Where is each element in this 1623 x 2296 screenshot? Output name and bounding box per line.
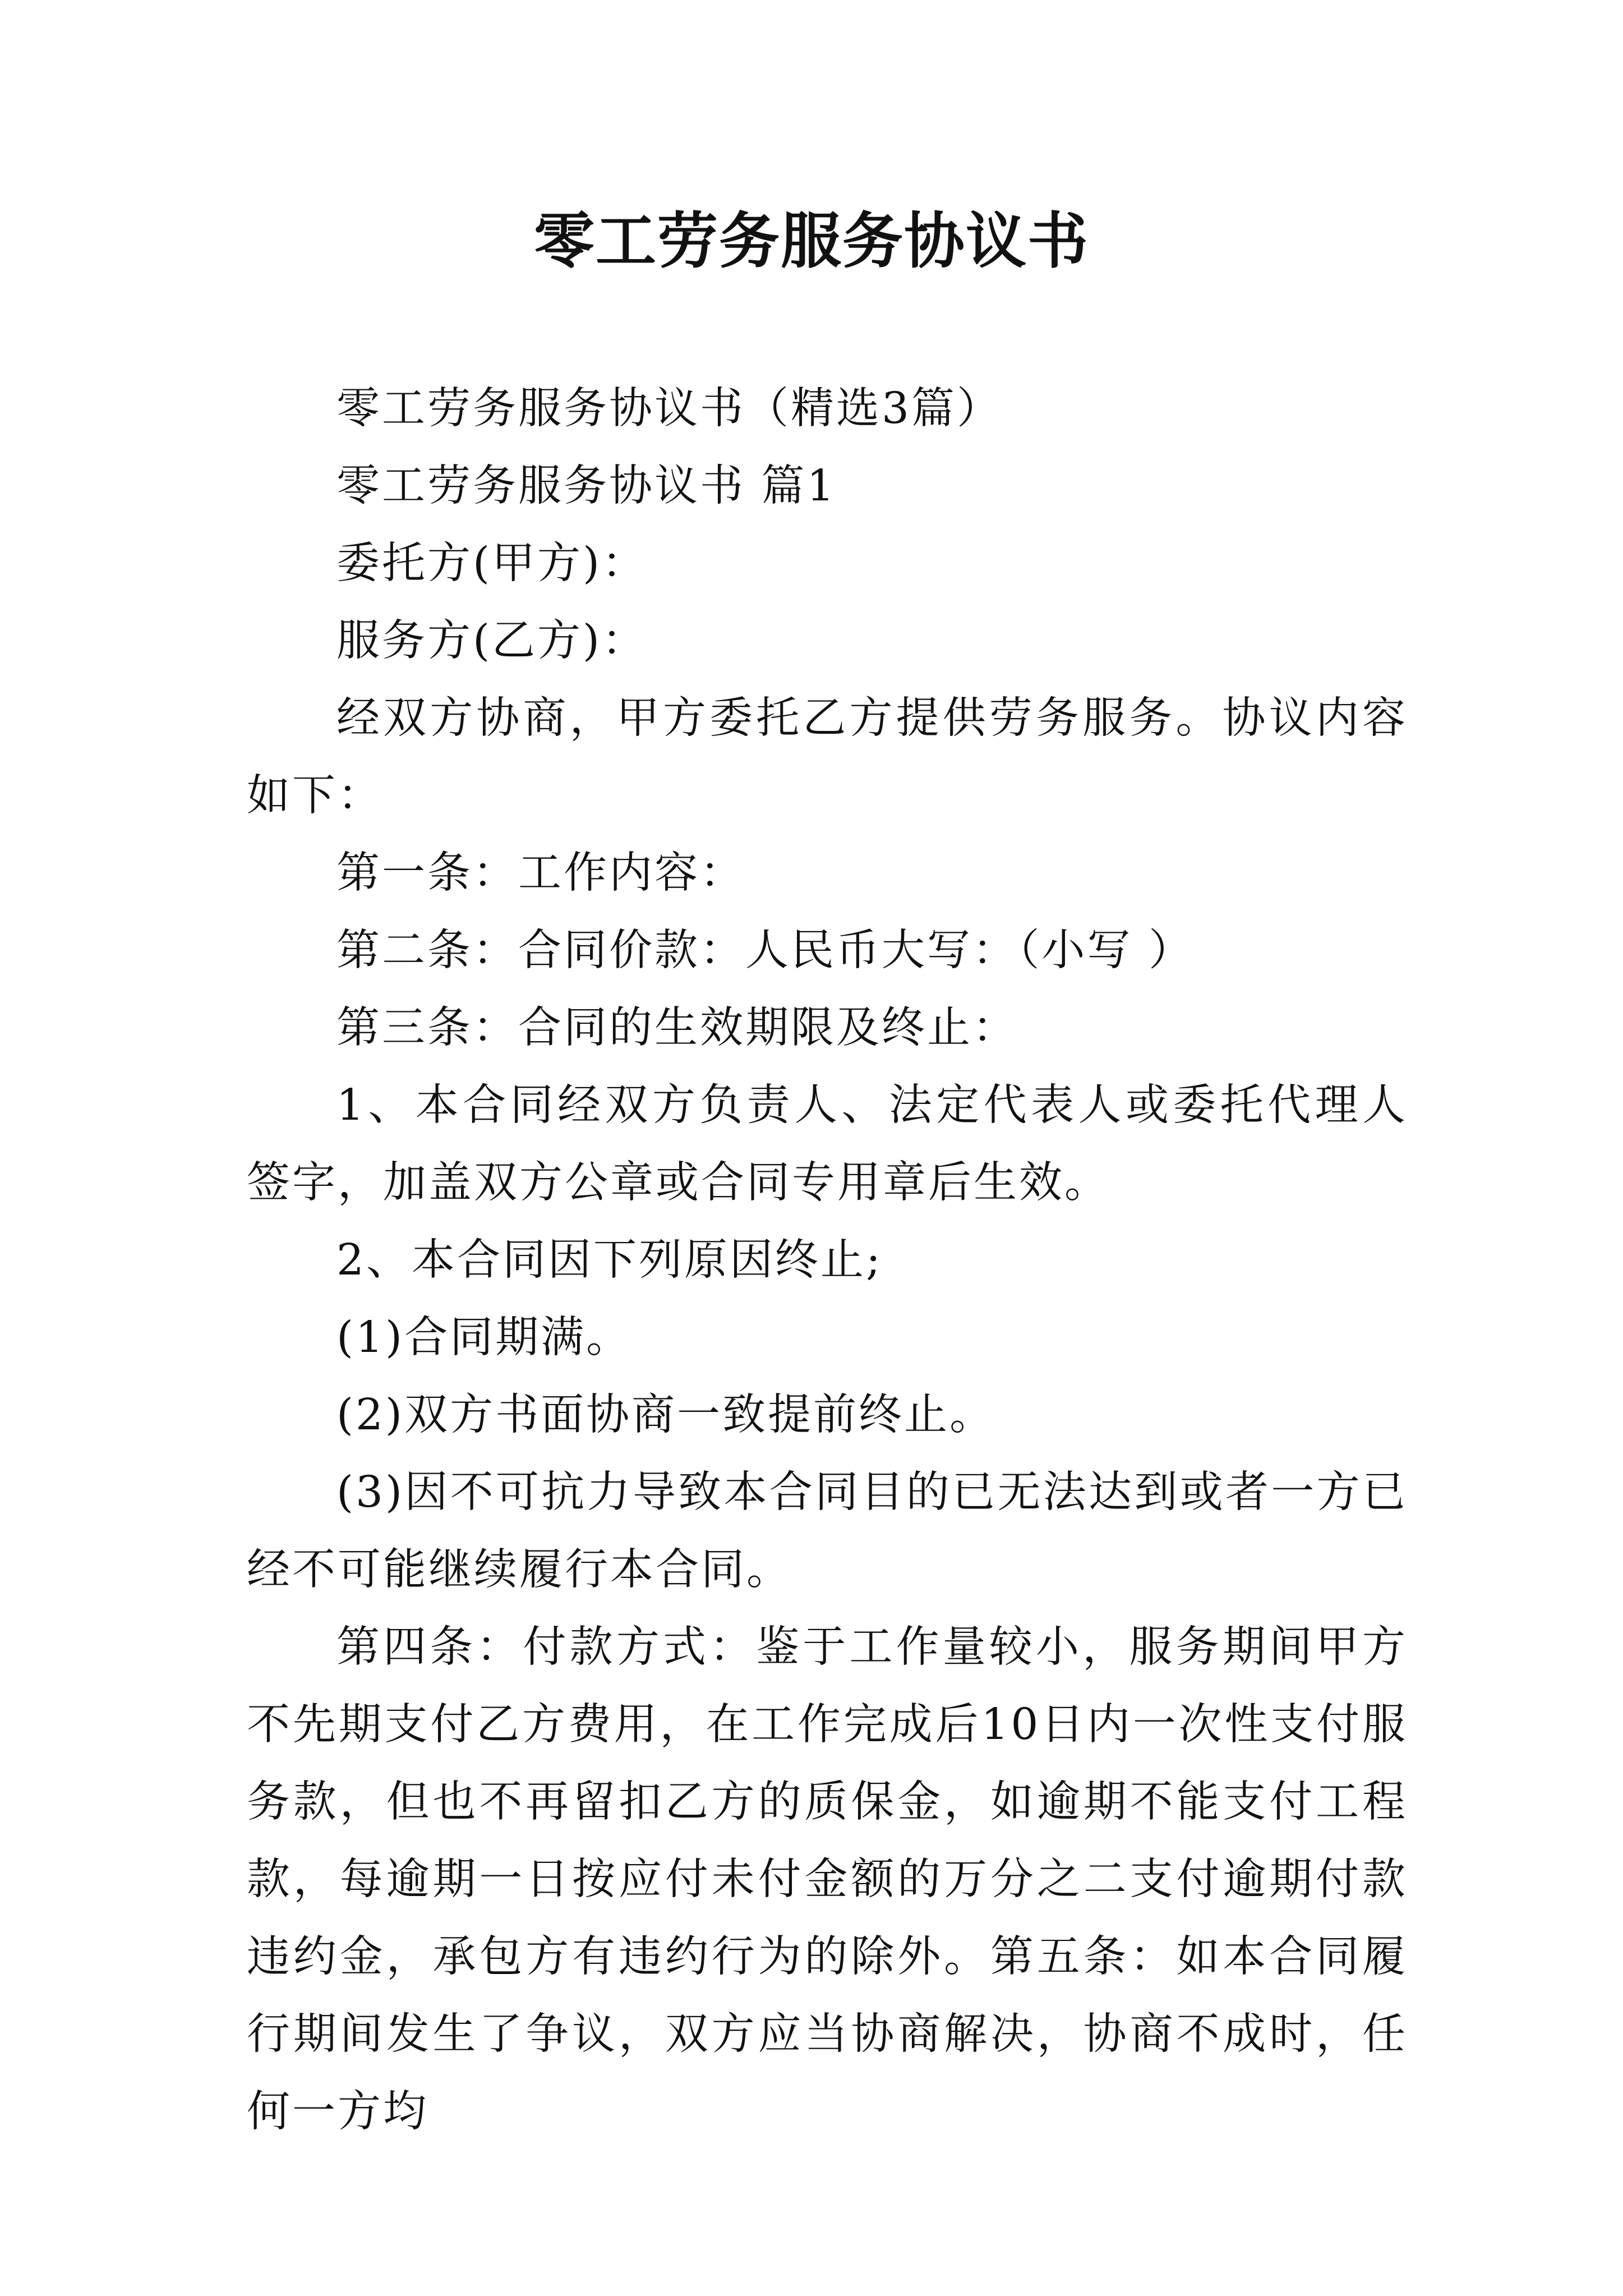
paragraph-article-4: 第四条：付款方式：鉴于工作量较小，服务期间甲方不先期支付乙方费用，在工作完成后10日内一次性支付服务款，但也不再留扣乙方的质保金，如逾期不能支付工程款，每逾期一日按应付未付金额的万分之二支付逾期付款违约金，承包方有违约行为的除外。第五条：如本合同履行期间发生了争议，双方应当协商解决，协商不成时，任何一方均 <box>247 1622 1408 2137</box>
paragraph-intro: 经双方协商，甲方委托乙方提供劳务服务。协议内容如下： <box>247 693 1408 821</box>
paragraph-item-1: (1)合同期满。 <box>336 1313 632 1363</box>
paragraph-clause-1: 1、本合同经双方负责人、法定代表人或委托代理人签字，加盖双方公章或合同专用章后生效。 <box>247 1080 1408 1208</box>
paragraph-item-2: (2)双方书面协商一致提前终止。 <box>336 1390 995 1440</box>
document-body <box>247 370 1408 2151</box>
paragraph-subtitle: 零工劳务服务协议书（精选3篇） <box>336 384 1002 434</box>
paragraph-party-b: 服务方(乙方)： <box>336 616 648 666</box>
paragraph-article-2: 第二条：合同价款：人民币大写：（小写 ） <box>336 926 1194 976</box>
paragraph-item-3: (3)因不可抗力导致本合同目的已无法达到或者一方已经不可能继续履行本合同。 <box>247 1467 1408 1595</box>
paragraph-article-3: 第三条：合同的生效期限及终止： <box>336 1003 1018 1053</box>
paragraph-article-1: 第一条：工作内容： <box>336 848 745 898</box>
paragraph-section-heading: 零工劳务服务协议书 篇1 <box>336 461 837 511</box>
paragraph-clause-2: 2、本合同因下列原因终止; <box>336 1235 883 1285</box>
document-title: 零工劳务服务协议书 <box>533 206 1089 277</box>
paragraph-party-a: 委托方(甲方)： <box>336 539 648 588</box>
